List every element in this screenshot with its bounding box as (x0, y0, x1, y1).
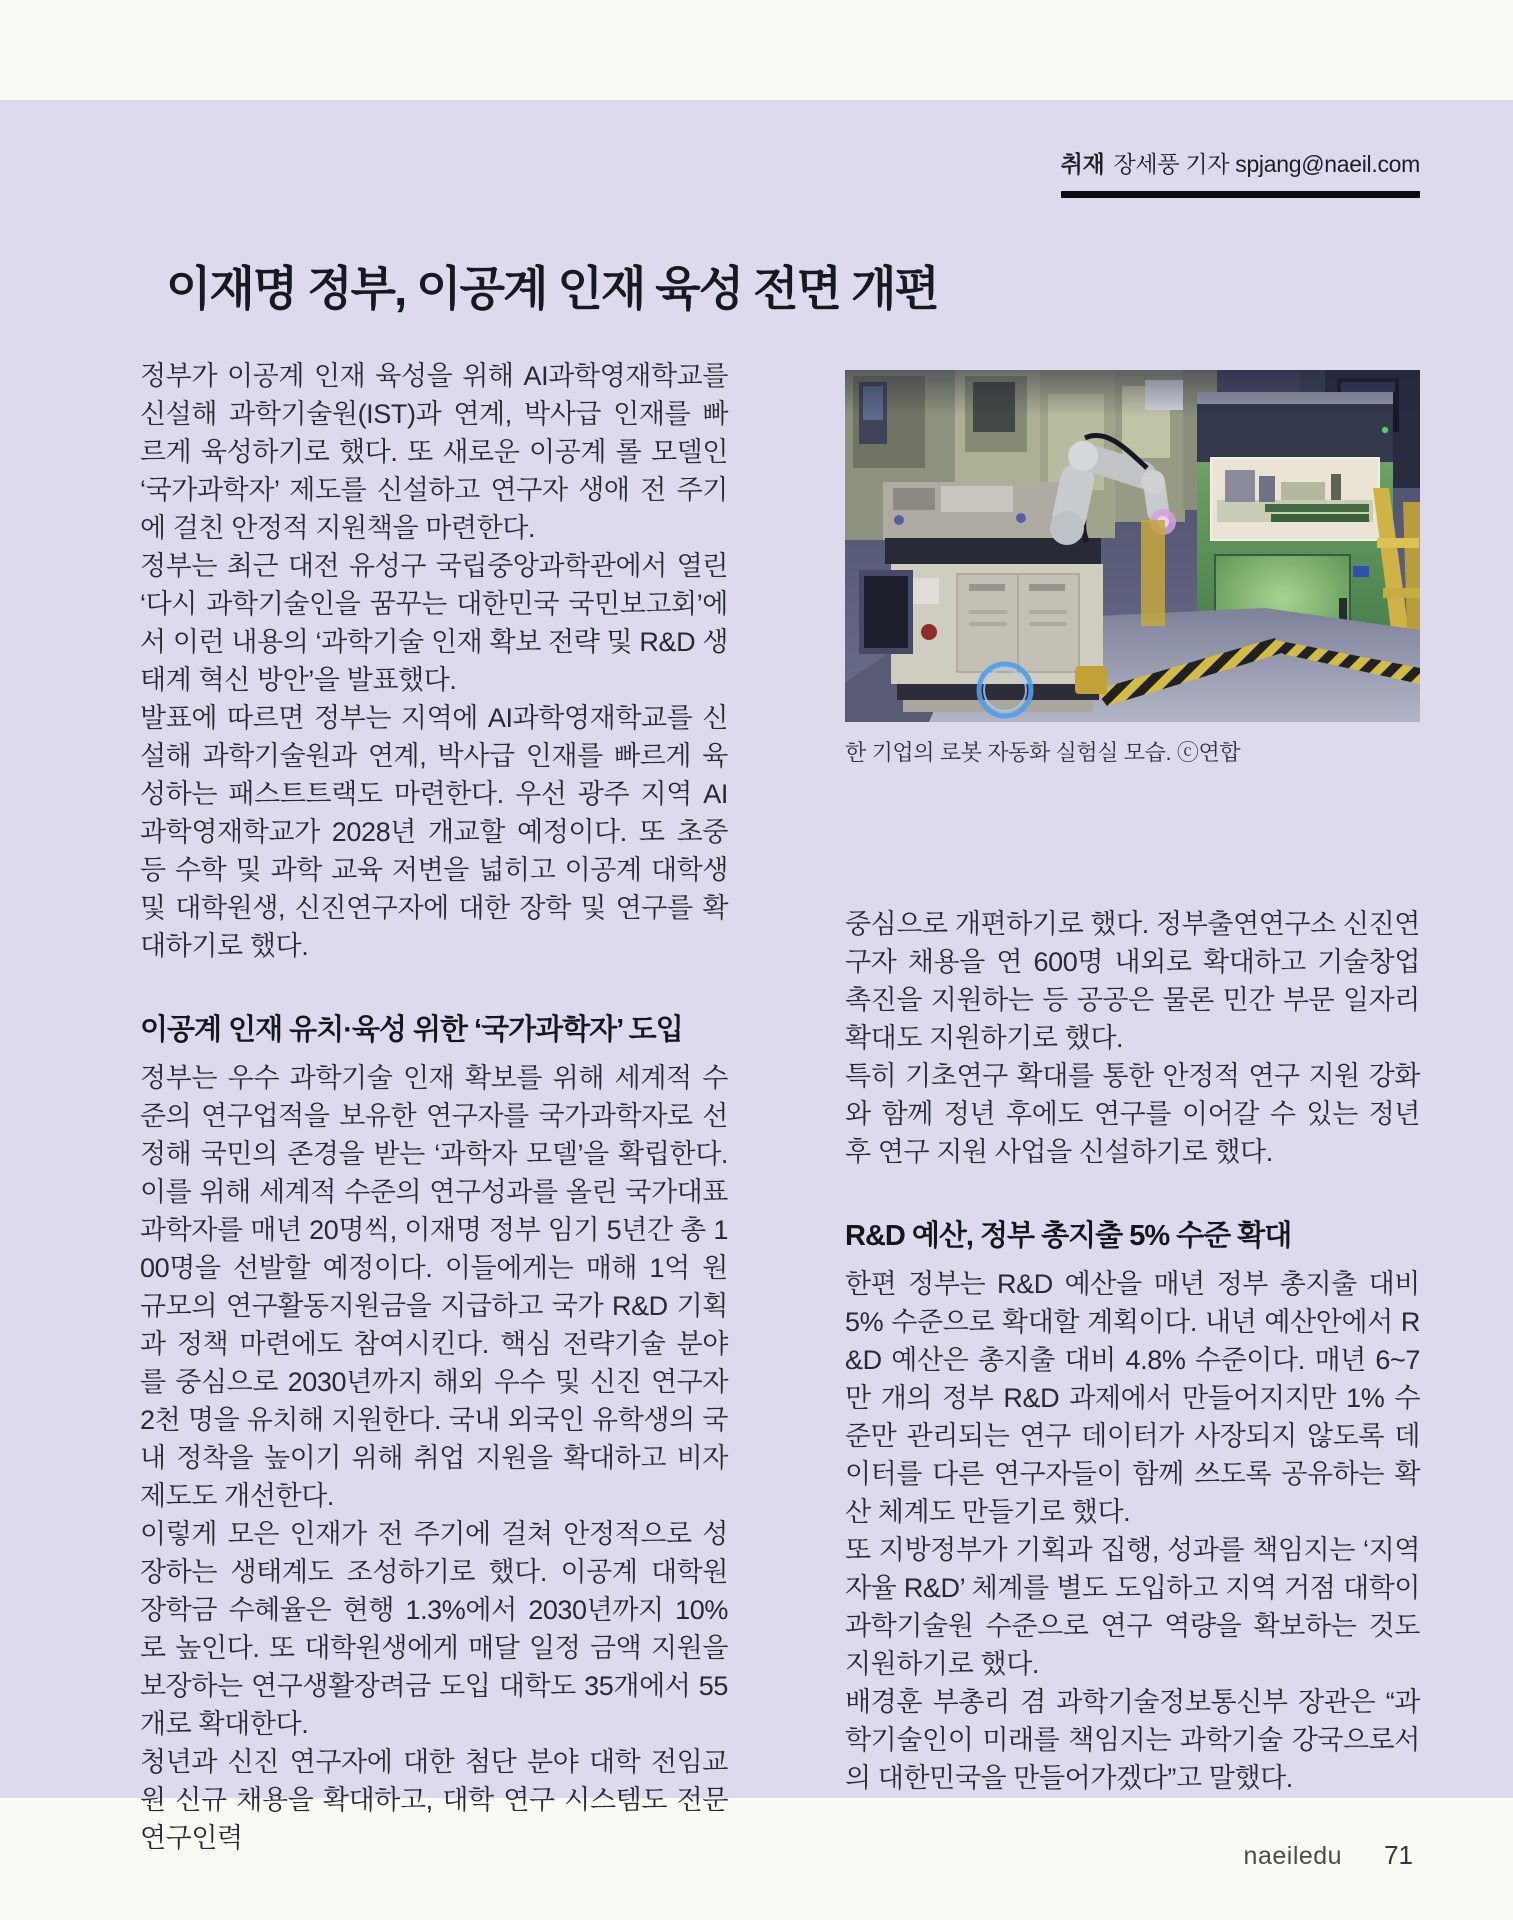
byline-reporter-email: 장세풍 기자 spjang@naeil.com (1113, 151, 1420, 177)
left-column (140, 357, 728, 1857)
page-footer (1244, 1840, 1413, 1871)
article-photo (845, 370, 1420, 722)
paragraph: 또 지방정부가 기획과 집행, 성과를 책임지는 ‘지역 자율 R&D’ 체계를 별도 도입하고 지역 거점 대학이 과학기술원 수준으로 연구 역량을 확보하는 것도 지원하기로 했다. (845, 1535, 1420, 1679)
footer-brand: naeiledu (1243, 1842, 1343, 1870)
paragraph: 정부가 이공계 인재 육성을 위해 AI과학영재학교를 신설해 과학기술원(IST)과 연계, 박사급 인재를 빠르게 육성하기로 했다. 또 새로운 이공계 롤 모델인 ‘국가과학자’ 제도를 신설하고 연구자 생애 전 주기에 걸친 안정적 지원책을 마련한다. (140, 361, 728, 543)
photo-caption: 한 기업의 로봇 자동화 실험실 모습. ⓒ연합 (845, 740, 1241, 765)
section-subheading: R&D 예산, 정부 총지출 5% 수준 확대 (845, 1220, 1292, 1252)
paragraph: 청년과 신진 연구자에 대한 첨단 분야 대학 전임교원 신규 채용을 확대하고, 대학 연구 시스템도 전문 연구인력 (140, 1747, 728, 1853)
footer-page-number: 71 (1384, 1840, 1413, 1870)
paragraph: 특히 기초연구 확대를 통한 안정적 연구 지원 강화와 함께 정년 후에도 연구를 이어갈 수 있는 정년 후 연구 지원 사업을 신설하기로 했다. (845, 1061, 1420, 1167)
byline (1061, 146, 1420, 198)
robot-lab-photo-illustration (845, 370, 1420, 722)
paragraph: 정부는 우수 과학기술 인재 확보를 위해 세계적 수준의 연구업적을 보유한 연구자를 국가과학자로 선정해 국민의 존경을 받는 ‘과학자 모델’을 확립한다. 이를 위해 세계적 수준의 연구성과를 올린 국가대표 과학자를 매년 20명씩, 이재명 정부 임기 5년간 총 100명을 선발할 예정이다. 이들에게는 매해 1억 원 규모의 연구활동지원금을 지급하고 국가 R&D 기획과 정책 마련에도 참여시킨다. 핵심 전략기술 분야를 중심으로 2030년까지 해외 우수 및 신진 연구자 2천 명을 유치해 지원한다. 국내 외국인 유학생의 국내 정착을 높이기 위해 취업 지원을 확대하고 비자 제도도 개선한다. (140, 1063, 728, 1511)
paragraph: 중심으로 개편하기로 했다. 정부출연연구소 신진연구자 채용을 연 600명 내외로 확대하고 기술창업 촉진을 지원하는 등 공공은 물론 민간 부문 일자리 확대도 지원하기로 했다. (845, 909, 1420, 1053)
paragraph: 배경훈 부총리 겸 과학기술정보통신부 장관은 “과학기술인이 미래를 책임지는 과학기술 강국으로서의 대한민국을 만들어가겠다”고 말했다. (845, 1687, 1420, 1793)
right-column (845, 905, 1420, 1797)
article-title: 이재명 정부, 이공계 인재 육성 전면 개편 (166, 262, 938, 315)
paragraph: 한편 정부는 R&D 예산을 매년 정부 총지출 대비 5% 수준으로 확대할 계획이다. 내년 예산안에서 R&D 예산은 총지출 대비 4.8% 수준이다. 매년 6~7만 개의 정부 R&D 과제에서 만들어지지만 1% 수준만 관리되는 연구 데이터가 사장되지 않도록 데이터를 다른 연구자들이 함께 쓰도록 공유하는 확산 체계도 만들기로 했다. (845, 1269, 1420, 1527)
section-subheading: 이공계 인재 유치·육성 위한 ‘국가과학자’ 도입 (140, 1014, 683, 1046)
byline-label: 취재 (1060, 151, 1105, 177)
paragraph: 정부는 최근 대전 유성구 국립중앙과학관에서 열린 ‘다시 과학기술인을 꿈꾸는 대한민국 국민보고회’에서 이런 내용의 ‘과학기술 인재 확보 전략 및 R&D 생태계 혁신 방안’을 발표했다. (140, 551, 728, 695)
paragraph: 이렇게 모은 인재가 전 주기에 걸쳐 안정적으로 성장하는 생태계도 조성하기로 했다. 이공계 대학원 장학금 수혜율은 현행 1.3%에서 2030년까지 10%로 높인다. 또 대학원생에게 매달 일정 금액 지원을 보장하는 연구생활장려금 도입 대학도 35개에서 55개로 확대한다. (140, 1519, 728, 1739)
paragraph: 발표에 따르면 정부는 지역에 AI과학영재학교를 신설해 과학기술원과 연계, 박사급 인재를 빠르게 육성하는 패스트트랙도 마련한다. 우선 광주 지역 AI과학영재학교가 2028년 개교할 예정이다. 또 초중등 수학 및 과학 교육 저변을 넓히고 이공계 대학생 및 대학원생, 신진연구자에 대한 장학 및 연구를 확대하기로 했다. (140, 703, 728, 961)
